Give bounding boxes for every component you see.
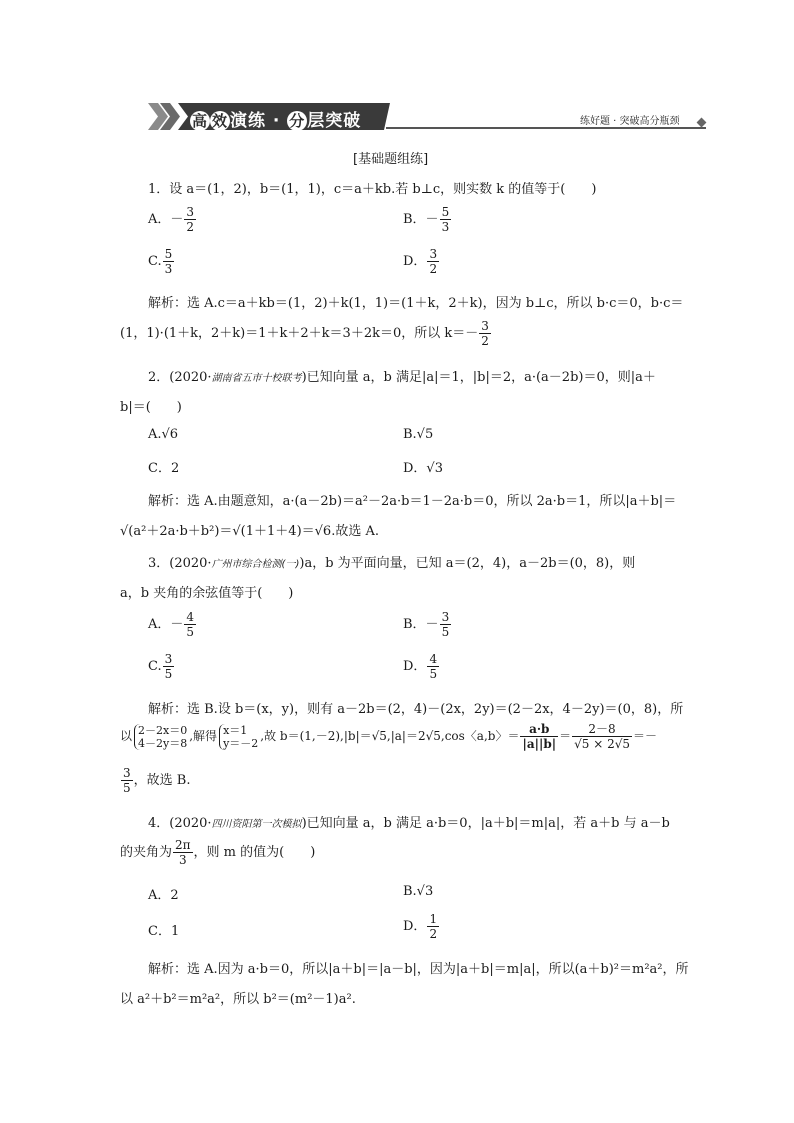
q2-option-a: A.√6 [148, 427, 179, 442]
q3-option-a: A．－ $\frac{4}{5}$ [148, 610, 195, 639]
q3-option-c: C. $\frac{3}{5}$ [148, 652, 173, 681]
q4-solution-line2: 以 a²＋b²＝m²a²，所以 b²＝(m²－1)a². [120, 992, 356, 1007]
header-rule [386, 127, 706, 129]
q1-option-c: C. $\frac{5}{3}$ [148, 247, 173, 276]
q4-option-a: A．2 [148, 888, 179, 903]
header-banner-title: 高 效 演练 · 分 层突破 [191, 111, 362, 131]
q1-stem: 1．设 a＝(1，2)，b＝(1，1)，c＝a＋kb.若 b⊥c，则实数 k 的值等于( ) [148, 182, 597, 197]
q3-solution-line2: 以 2－2x＝0 4－2y＝8 ,解得 x＝1 y＝－2 ,故 b＝(1,－2),|b|＝√5,|a|＝2√5,cos〈a,b〉＝ $\frac{a\cdot b}{|a||b|}$ ＝ $\frac{2-8}{√5 \times 2√5}$ ＝－ [120, 722, 658, 751]
q4-solution-line1: 解析：选 A.因为 a·b＝0，所以|a＋b|＝|a－b|，因为|a＋b|＝m|a|，所以(a＋b)²＝m²a²，所 [148, 962, 689, 977]
q3-option-d: D． $\frac{4}{5}$ [403, 652, 438, 681]
q4-stem-line2: 的夹角为 $\frac{2\pi}{3}$ ，则 m 的值为( ) [120, 838, 316, 867]
q2-option-d: D．√3 [403, 461, 443, 476]
q1-option-d: D． $\frac{3}{2}$ [403, 247, 438, 276]
q2-option-b: B.√5 [403, 427, 434, 442]
q1-solution-line2: (1，1)·(1＋k，2＋k)＝1＋k＋2＋k＝3＋2k＝0，所以 k＝－ $\frac{3}{2}$ [120, 319, 489, 348]
q2-solution-line1: 解析：选 A.由题意知，a·(a－2b)＝a²－2a·b＝1－2a·b＝0，所以 2a·b＝1，所以|a＋b|＝ [148, 494, 677, 509]
q3-stem: 3．(2020·广州市综合检测(一))a，b 为平面向量，已知 a＝(2，4)，a－2b＝(0，8)，则 [148, 556, 636, 571]
header-slogan: 练好题 · 突破高分瓶颈 [580, 116, 680, 127]
q4-option-c: C．1 [148, 924, 180, 939]
q2-stem: 2．(2020·湖南省五市十校联考)已知向量 a，b 满足|a|＝1，|b|＝2，a·(a－2b)＝0，则|a＋ [148, 370, 656, 385]
q3-solution-line3: $\frac{3}{5}$ ，故选 B. [123, 766, 191, 795]
q3-stem-line2: a，b 夹角的余弦值等于( ) [120, 586, 294, 601]
q4-option-b: B.√3 [403, 884, 434, 899]
q1-option-a: A．－ $\frac{3}{2}$ [148, 205, 195, 234]
q4-stem: 4．(2020·四川资阳第一次模拟)已知向量 a，b 满足 a·b＝0，|a＋b|＝m|a|，若 a＋b 与 a－b [148, 816, 670, 831]
q2-option-c: C．2 [148, 461, 180, 476]
q3-solution-line1: 解析：选 B.设 b＝(x，y)，则有 a－2b＝(2，4)－(2x，2y)＝(2－2x，4－2y)＝(0，8)，所 [148, 702, 684, 717]
q2-stem-line2: b|＝( ) [120, 400, 182, 415]
q1-solution-line1: 解析：选 A.c＝a＋kb＝(1，2)＋k(1，1)＝(1＋k，2＋k)，因为 b⊥c，所以 b·c＝0，b·c＝ [148, 296, 684, 311]
q3-option-b: B．－ $\frac{3}{5}$ [403, 610, 450, 639]
q4-option-d: D． $\frac{1}{2}$ [403, 912, 438, 941]
section-title: [基础题组练] [353, 152, 429, 167]
diamond-icon [697, 118, 707, 128]
q2-solution-line2: √(a²＋2a·b＋b²)＝√(1＋1＋4)＝√6.故选 A. [120, 524, 379, 539]
q1-option-b: B．－ $\frac{5}{3}$ [403, 205, 450, 234]
